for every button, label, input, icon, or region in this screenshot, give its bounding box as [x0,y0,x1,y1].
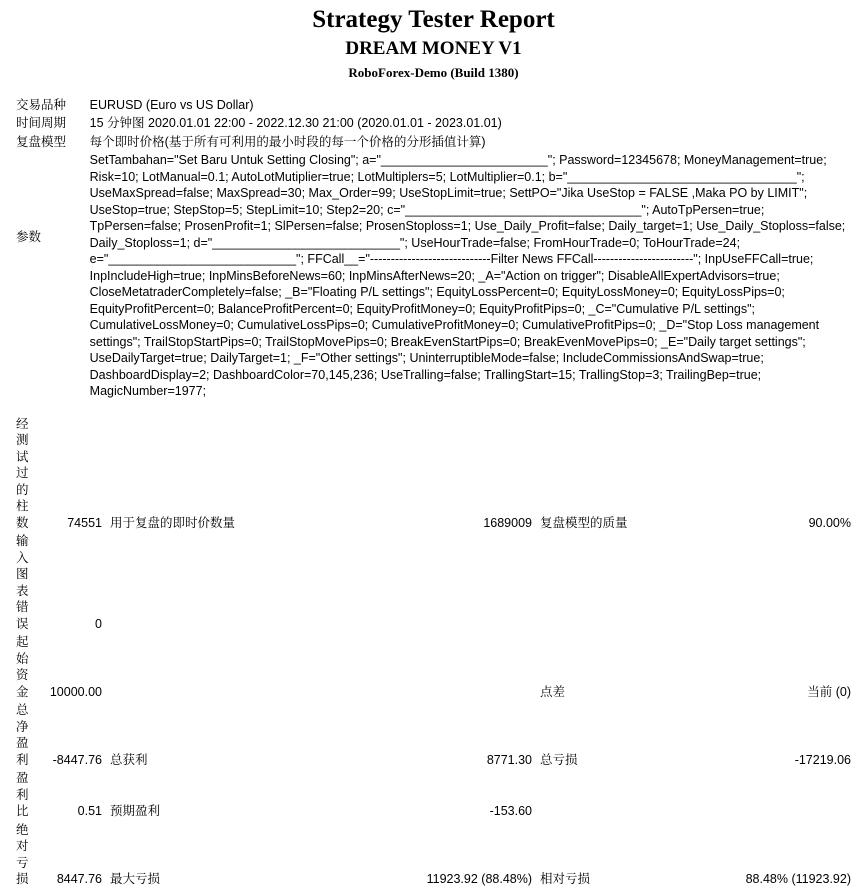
report-page [0,4,867,889]
stat-label-tertiary: 点差 [540,684,566,699]
stat-value-primary: 0 [95,616,102,631]
stat-value-primary: 10000.00 [49,684,102,699]
stat-label-secondary: 最大亏损 [110,872,161,887]
table-row [14,415,853,533]
stat-value-tertiary: 88.48% (11923.92) [745,872,851,887]
table-row [14,701,853,769]
stat-label-tertiary: 总亏损 [540,752,578,767]
stat-row-label: 起始资金 [16,635,29,699]
stat-value-tertiary: 当前 (0) [807,684,851,699]
report-header [14,4,853,82]
stat-label-secondary: 总获利 [110,752,148,767]
table-row [14,633,853,701]
stat-value-tertiary [694,532,853,633]
stat-value-tertiary: -17219.06 [794,752,851,767]
report-broker-build: RoboForex-Demo (Build 1380) [348,64,519,80]
parameters-value: SetTambahan="Set Baru Untuk Setting Closing"; a="________________________"; Password=12345678; MoneyManagement=true; Risk=10; LotManual=0.1; AutoLotMutiplier=true; LotMultiplers=5; LotMultiplier=0.1; b="_________________________________"; UseMaxSpread=false; MaxSpread=30; Max_Order=99; UseStopLimit=true; SettPO="Jika UseStop = FALSE ,Maka PO by LIMIT"; UseStop=true; StepStop=5; StepLimit=10; Step2=20; c="__________________________________"; AutoTpPersen=true; TpPersen=false; ProsenProfit=1; SlPersen=false; ProsenStoploss=1; Use_Daily_Profit=false; Daily_target=1; Use_Daily_Stoploss=false; Daily_Stoploss=1; d="___________________________"; UseHourTrade=false; FromHourTrade=0; ToHourTrade=24; e="___________________________"; FFCall__="-----------------------------Filter News FFCall------------------------"; InpUseFFCall=true; InpIncludeHigh=true; InpMinsBeforeNews=60; InpMinsAfterNews=20; _A="Action on trigger"; DisableAllExpertAdvisors=true; CloseMetatraderCompletely=false; _B="Floating P/L settings"; EquityLossPercent=0; EquityLossMoney=0; EquityLossPips=0; EquityProfitPercent=0; BalanceProfitPercent=0; EquityProfitMoney=0; EquityProfitPips=0; _C="Cumulative P/L settings"; CumulativeLossMoney=0; CumulativeLossPips=0; CumulativeProfitMoney=0; CumulativeProfitPips=0; _D="Stop Loss management settings"; TrailStopStartPips=0; TrailStopMovePips=0; BreakEvenStartPips=0; BreakEvenMovePips=0; _E="Daily target settings"; UseDailyTarget=true; DailyTarget=1; _F="Other settings"; UninterruptibleMode=false; IncludeCommissionsAndSwap=true; DashboardDisplay=2; DashboardColor=70,145,236; UseTralling=false; TrallingStart=15; TrallingStop=3; TrailingBep=true; MagicNumber=1977; [89,153,846,399]
stat-label-tertiary: 复盘模型的质量 [540,515,628,530]
report-strategy-name: DREAM MONEY V1 [345,38,522,60]
stat-label-secondary: 用于复盘的即时价数量 [110,515,236,530]
stat-row-label: 绝对亏损 [16,822,29,887]
table-row [14,821,853,889]
model-label: 复盘模型 [16,134,67,149]
table-row [14,769,853,821]
table-row-parameters [14,151,853,401]
stat-value-secondary: 1689009 [483,515,532,530]
period-value: 15 分钟图 2020.01.01 22:00 - 2022.12.30 21:00 (2020.01.01 - 2023.01.01) [89,116,502,131]
stat-row-label: 盈利比 [16,771,29,819]
stat-value-secondary: 11923.92 (88.48%) [426,872,532,887]
stat-value-secondary [404,633,534,701]
symbol-value: EURUSD (Euro vs US Dollar) [89,97,254,112]
report-stats-table [14,415,853,889]
stat-label-tertiary: 相对亏损 [540,872,591,887]
report-info-table [14,96,853,401]
period-label: 时间周期 [16,116,67,131]
stat-row-label: 经测试过的柱数 [16,416,29,530]
stat-value-secondary: -153.60 [489,804,532,819]
stat-value-tertiary: 90.00% [808,515,851,530]
table-row-model [14,133,853,152]
stat-row-label: 输入图表错误 [16,534,29,631]
stat-label-tertiary [534,769,694,821]
stat-value-secondary: 8771.30 [486,752,532,767]
table-row [14,532,853,633]
table-row-period [14,114,853,133]
stat-label-secondary: 预期盈利 [110,804,161,819]
parameters-label: 参数 [16,230,42,245]
model-value: 每个即时价格(基于所有可利用的最小时段的每一个价格的分形插值计算) [89,134,486,149]
stat-value-tertiary [694,769,853,821]
table-row-symbol [14,96,853,115]
stat-label-secondary [104,532,404,633]
stat-value-primary: 74551 [67,515,102,530]
stat-label-tertiary [534,532,694,633]
report-title: Strategy Tester Report [312,6,555,33]
stat-value-primary: 0.51 [77,804,102,819]
stat-value-primary: 8447.76 [56,872,102,887]
stat-row-label: 总净盈利 [16,703,29,767]
stat-value-secondary [404,532,534,633]
stat-value-primary: -8447.76 [52,752,102,767]
stat-label-secondary [104,633,404,701]
symbol-label: 交易品种 [16,97,67,112]
